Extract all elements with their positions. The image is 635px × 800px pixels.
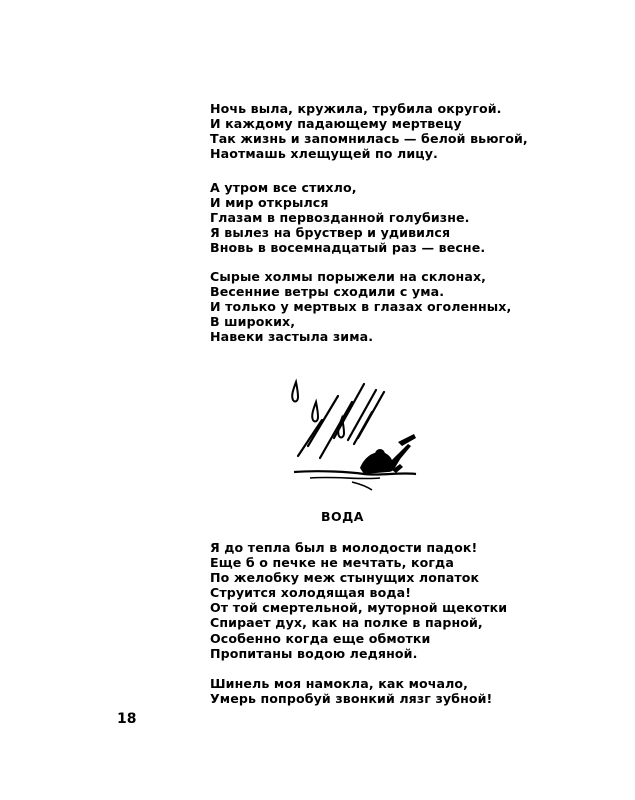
raindrop-icon [312, 402, 318, 421]
poem-line: Струится холодящая вода! [210, 585, 412, 601]
poem-line: Ночь выла, кружила, трубила округой. [210, 101, 502, 116]
poem-line: Глазам в первозданной голубизне. [210, 210, 470, 226]
raindrop-icon [292, 382, 298, 401]
poem-line: Шинель моя намокла, как мочало, [210, 676, 469, 691]
poem-title: ВОДА [321, 509, 364, 524]
poem-line: И только у мертвых в глазах оголенных, [210, 299, 512, 315]
poem-stanza-3 [210, 269, 511, 344]
poem-stanza-2 [210, 180, 485, 255]
poem-line: Навеки застыла зима. [210, 329, 374, 345]
poem-stanza-1 [210, 101, 528, 161]
poem-line: Сырые холмы порыжели на склонах, [210, 269, 487, 284]
poem-line: И каждому падающему мертвецу [210, 116, 462, 132]
poem-line: В широких, [210, 314, 296, 330]
poem-line: А утром все стихло, [210, 180, 357, 195]
poem-line: Особенно когда еще обмотки [210, 630, 431, 646]
rain-streaks [298, 384, 384, 458]
poem-line: Вновь в восемнадцатый раз — весне. [210, 240, 486, 256]
poem-line: По желобку меж стынущих лопаток [210, 570, 480, 586]
poem-line: Я до тепла был в молодости падок! [210, 540, 478, 555]
poem-stanza-4 [210, 540, 507, 661]
poem-line: Весенние ветры сходили с ума. [210, 284, 445, 300]
poem-stanza-5 [210, 676, 492, 706]
poem-line: Пропитаны водою ледяной. [210, 645, 418, 661]
poem-line: Еще б о печке не мечтать, когда [210, 555, 454, 571]
poem-line: И мир открылся [210, 195, 329, 211]
poem-line: Спирает дух, как на полке в парной, [210, 615, 483, 631]
poem-line: Я вылез на бруствер и удивился [210, 225, 451, 241]
poem-line: Так жизнь и запомнилась — белой вьюгой, [210, 131, 528, 147]
poem-line: Наотмашь хлещущей по лицу. [210, 146, 438, 162]
page-number: 18 [117, 711, 137, 727]
soldier-figure [360, 434, 416, 474]
rain-soldier-illustration [280, 372, 420, 492]
poem-line: От той смертельной, муторной щекотки [210, 600, 508, 616]
poem-line: Умерь попробуй звонкий лязг зубной! [210, 691, 493, 707]
